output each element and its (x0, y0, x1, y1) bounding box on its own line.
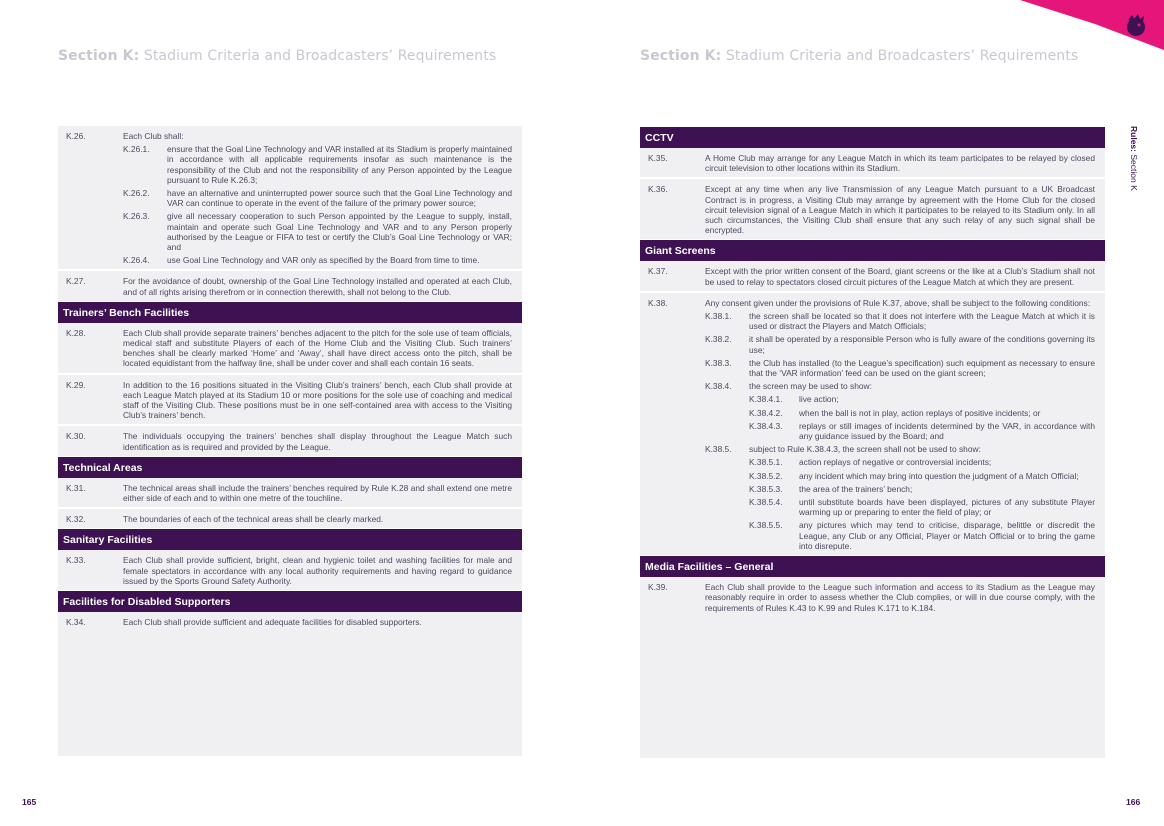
rule-k27 (58, 269, 522, 300)
sub-rule-text: subject to Rule K.38.4.3, the screen shall not be used to show: (749, 444, 981, 455)
sub-sub-rule-number: K.38.5.4. (749, 497, 783, 508)
rule-number: K.37. (648, 266, 668, 277)
sub-rule (123, 144, 512, 185)
sub-rule (705, 311, 1095, 331)
sub-rule-text: have an alternative and uninterrupted power source such that the Goal Line Technology and VAR can continue to operate in the event of the failure of the primary power source; (167, 188, 512, 209)
sub-rule (705, 381, 1095, 441)
sub-rule-text: use Goal Line Technology and VAR only as specified by the Board from time to time. (167, 255, 480, 266)
rule-k33 (58, 550, 522, 590)
rule-number: K.30. (66, 431, 86, 442)
rule-k31 (58, 478, 522, 507)
rule-number: K.28. (66, 327, 86, 338)
rule-text: In addition to the 16 positions situated in the Visiting Club’s trainers’ bench, each Club shall provide at each League Match played at its Stadium 10 or more positions for the sole use of coaching and medical staff of the Visiting Club. These positions must be in one self-contained area with access to the Visiting Club’s trainers’ bench. (123, 379, 512, 421)
rule-text: Each Club shall provide separate trainers’ benches adjacent to the pitch for the sole use of team officials, medical staff and substitute Players of each of the Home Club and the Visiting Club. Such trainers’ benches shall be clearly marked ‘Home’ and ‘Away’, shall have direct access onto the pitch, shall be located equidistant from the halfway line, shall be under cover and shall each contain 16 seats. (123, 327, 512, 369)
rule-number: K.34. (66, 617, 86, 628)
rule-number: K.39. (648, 582, 668, 593)
sub-rule (123, 255, 512, 265)
page-header-left (58, 48, 496, 64)
sub-sub-rule-number: K.38.5.3. (749, 483, 783, 494)
sub-rule-text: ensure that the Goal Line Technology and VAR installed at its Stadium is properly maintained in accordance with all applicable requirements insofar as such maintenance is the responsibility of the Club and not the responsibility of any Person appointed by the League pursuant to Rule K.26.3; (167, 144, 512, 185)
section-heading-sanitary: Sanitary Facilities (58, 528, 522, 550)
rule-k26 (58, 126, 522, 269)
page-header-right (640, 48, 1078, 64)
rule-text: Each Club shall provide sufficient and adequate facilities for disabled supporters. (123, 617, 422, 628)
sub-rule-number: K.26.2. (123, 188, 150, 199)
rule-k35 (640, 148, 1105, 177)
sub-rule-number: K.26.1. (123, 144, 150, 155)
rule-k37 (640, 261, 1105, 290)
rule-text: Any consent given under the provisions of Rule K.37, above, shall be subject to the following conditions: (705, 297, 1091, 308)
sub-rule-text: the screen may be used to show: (749, 381, 872, 392)
sub-sub-rule-text: any pictures which may tend to criticise, disparage, belittle or discredit the League, any Club or any Official, Player or Match Official or to bring the game into disrepute. (799, 520, 1095, 551)
sub-rule-number: K.38.2. (705, 334, 732, 345)
sub-sub-rule (749, 457, 1095, 467)
sidebar-rest: Section K (1129, 154, 1139, 191)
sub-rule-text: it shall be operated by a responsible Person who is fully aware of the conditions governing its use; (749, 334, 1095, 355)
sub-sub-rule-text: any incident which may bring into question the judgment of a Match Official; (799, 470, 1079, 481)
sub-sub-rule (749, 421, 1095, 441)
rule-text: Each Club shall: (123, 131, 184, 141)
rule-k34 (58, 612, 522, 631)
rule-k29 (58, 373, 522, 425)
rule-text: The boundaries of each of the technical areas shall be clearly marked. (123, 514, 384, 525)
rule-text: The technical areas shall include the trainers’ benches required by Rule K.28 and shall extend one metre either side of each and to within one metre of the touchline. (123, 482, 512, 504)
sub-rule-number: K.38.1. (705, 311, 732, 322)
sub-rule (123, 211, 512, 252)
sub-sub-rule-text: action replays of negative or controversial incidents; (799, 457, 992, 468)
rule-number: K.36. (648, 184, 668, 195)
rule-k30 (58, 424, 522, 455)
sub-sub-rule-number: K.38.4.3. (749, 420, 783, 431)
sub-sub-rule (749, 394, 1095, 404)
rule-number: K.29. (66, 379, 86, 390)
sub-sub-rule (749, 484, 1095, 494)
rule-number: K.32. (66, 514, 86, 525)
section-heading-disabled: Facilities for Disabled Supporters (58, 590, 522, 612)
rule-k28 (58, 323, 522, 373)
sub-rule (705, 358, 1095, 378)
sub-rule-number: K.26.4. (123, 255, 150, 266)
sidebar-rules-label (1127, 126, 1139, 191)
brand-corner-logo (1020, 0, 1164, 50)
sub-sub-rule-text: until substitute boards have been displayed, pictures of any substitute Player warming up or preparing to enter the field of play; or (799, 497, 1095, 518)
sub-sub-rule (749, 471, 1095, 481)
section-label: Section K: (640, 48, 722, 64)
rule-text: For the avoidance of doubt, ownership of the Goal Line Technology installed and operated at each Club, and of all rights arising therefrom or in connection therewith, shall not belong to the Club. (123, 276, 512, 297)
sub-rule-text: give all necessary cooperation to such Person appointed by the League to supply, install, maintain and operate such Goal Line Technology and VAR and to any Person properly authorised by the League or FIFA to test or certify the Club’s Goal Line Technology or VAR; and (167, 211, 512, 253)
section-heading-technical: Technical Areas (58, 456, 522, 478)
rule-number: K.38. (648, 297, 668, 308)
sub-rule-text: the screen shall be located so that it does not interfere with the League Match at which it is used or distract the Players and Match Officials; (749, 311, 1095, 332)
sub-sub-rule-number: K.38.4.1. (749, 394, 783, 405)
section-heading-trainers: Trainers’ Bench Facilities (58, 301, 522, 323)
rule-k36 (640, 177, 1105, 239)
rule-text: Each Club shall provide to the League such information and access to its Stadium as the League may reasonably require in order to assess whether the Club complies, or will in due course comply, with the requirements of Rules K.43 to K.99 and Rules K.171 to K.184. (705, 582, 1095, 613)
rule-k32 (58, 507, 522, 528)
sub-sub-rule (749, 497, 1095, 517)
page-number-right: 166 (1126, 797, 1141, 807)
sub-rule-number: K.26.3. (123, 211, 150, 222)
sub-sub-rule-text: when the ball is not in play, action replays of positive incidents; or (799, 407, 1041, 418)
sub-sub-rule-text: live action; (799, 394, 839, 405)
sub-rule (705, 444, 1095, 551)
sub-sub-rule-number: K.38.5.2. (749, 470, 783, 481)
section-heading-giant-screens: Giant Screens (640, 239, 1105, 261)
rule-text: The individuals occupying the trainers’ benches shall display throughout the League Match such identification as is required and provided by the League. (123, 431, 512, 452)
sub-rule (705, 334, 1095, 354)
sub-sub-rule-text: the area of the trainers’ bench; (799, 483, 913, 494)
right-column (640, 126, 1105, 758)
rule-number: K.31. (66, 482, 86, 493)
rule-number: K.27. (66, 276, 86, 287)
sub-sub-rule (749, 520, 1095, 551)
rule-text: Except at any time when any live Transmission of any League Match pursuant to a UK Broadcast Contract is in progress, a Visiting Club may arrange by agreement with the Home Club for the closed circuit television signal of a League Match in which it participates to be relayed to its Stadium only. In all such circumstances, the Visiting Club shall ensure that any such relay of any such signal shall be encrypted. (705, 184, 1095, 236)
section-heading-media: Media Facilities – General (640, 555, 1105, 577)
sub-sub-rule-number: K.38.5.1. (749, 457, 783, 468)
rule-text: A Home Club may arrange for any League Match in which its team participates to be relayed by closed circuit television to other locations within its Stadium. (705, 153, 1095, 174)
left-column (58, 126, 522, 756)
sub-sub-rule-number: K.38.5.5. (749, 520, 783, 531)
sub-rule-number: K.38.4. (705, 381, 732, 392)
rule-text: Each Club shall provide sufficient, bright, clean and hygienic toilet and washing facilities for male and female spectators in accordance with any local authority requirements and having regard to guidance issued by the Sports Ground Safety Authority. (123, 555, 512, 586)
page-number-left: 165 (22, 797, 37, 807)
sub-sub-rule (749, 408, 1095, 418)
sidebar-bold: Rules: (1129, 126, 1139, 152)
rule-k38 (640, 291, 1105, 555)
sub-rule (123, 188, 512, 208)
rule-number: K.26. (66, 131, 86, 141)
section-title: Stadium Criteria and Broadcasters’ Requirements (143, 48, 497, 64)
sub-sub-rule-number: K.38.4.2. (749, 407, 783, 418)
rule-text: Except with the prior written consent of the Board, giant screens or the like at a Club’s Stadium shall not be used to relay to spectators closed circuit pictures of the League Match at which they are present. (705, 266, 1095, 287)
sub-rule-number: K.38.5. (705, 444, 732, 455)
sub-rule-text: the Club has installed (to the League’s specification) such equipment as necessary to ensure that the ‘VAR information’ feed can be used on the giant screen; (749, 357, 1095, 379)
rule-k39 (640, 577, 1105, 617)
rule-number: K.33. (66, 555, 86, 566)
section-label: Section K: (58, 48, 140, 64)
sub-rule-number: K.38.3. (705, 357, 732, 368)
sub-sub-rule-text: replays or still images of incidents determined by the VAR, in accordance with any guidance issued by the Board; and (799, 420, 1095, 442)
section-heading-cctv: CCTV (640, 126, 1105, 148)
rule-number: K.35. (648, 153, 668, 163)
section-title: Stadium Criteria and Broadcasters’ Requirements (725, 48, 1079, 64)
